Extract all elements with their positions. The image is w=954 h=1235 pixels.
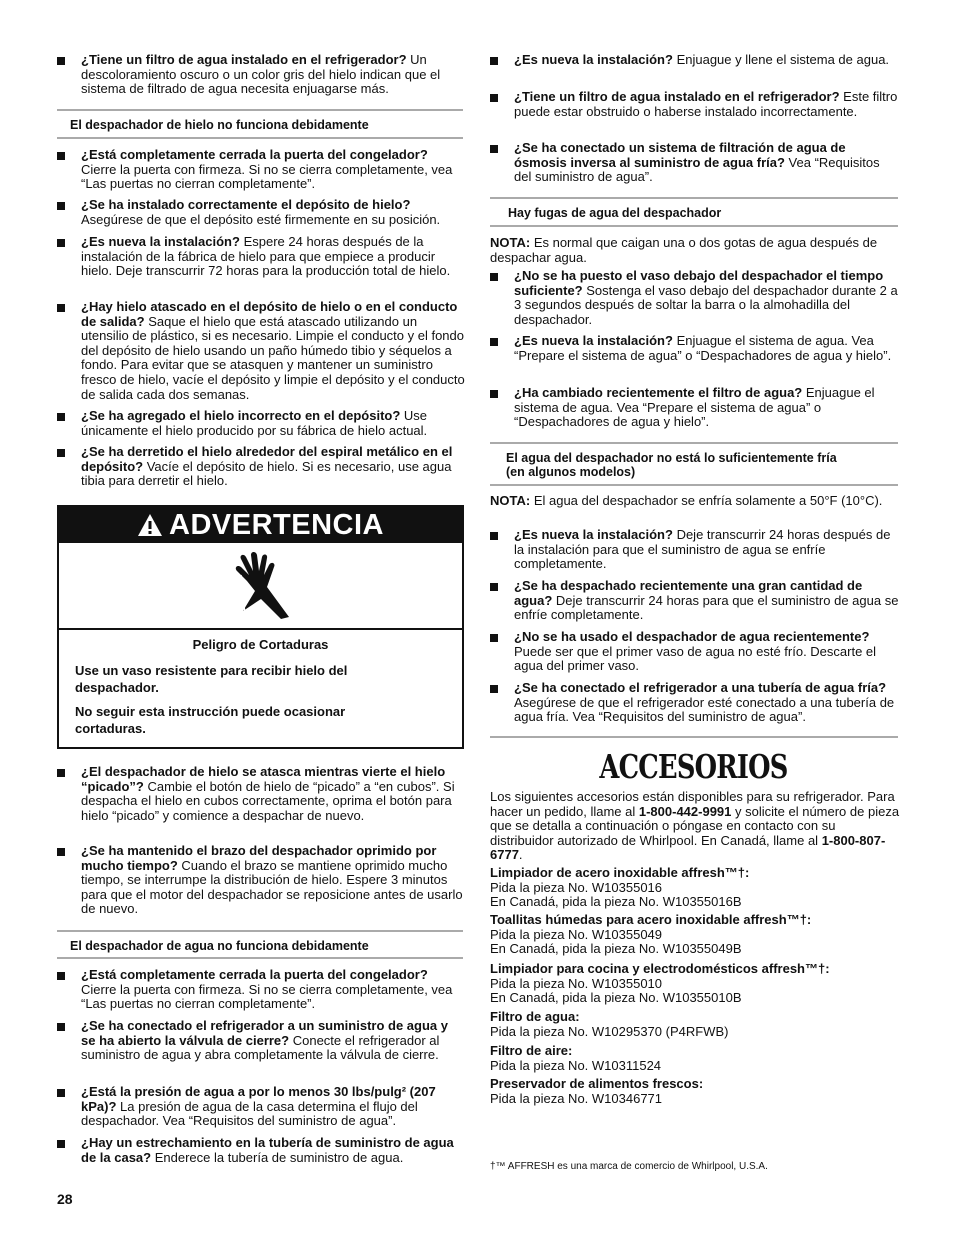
list-item: ¿No se ha puesto el vaso debajo del despachador el tiempo suficiente? Sostenga el vaso debajo del despachador durante 2 a 3 segundos después de soltar la barra o la almohadilla del despachador. [490, 269, 899, 327]
section-title: Hay fugas de agua del despachador [508, 206, 722, 220]
warning-header: ADVERTENCIA [59, 507, 462, 543]
hazard-title: Peligro de Cortaduras [192, 637, 329, 652]
accessories-intro: Los siguientes accesorios están disponibles para su refrigerador. Para hacer un pedido, llame al 1-800-442-9991 y solicite el número de pieza que se detalla a continuación o póngase en contacto con su distribuidor autorizado de Whirlpool. En Canadá, llame al 1-800-807-6777. [490, 789, 900, 863]
divider [490, 197, 898, 199]
list-item: ¿Se ha conectado un sistema de filtración de agua de ósmosis inversa al suministro de agua fría? Vea “Requisitos del suministro de agua”. [490, 141, 899, 185]
warning-text: Use un vaso resistente para recibir hielo del despachador. [75, 663, 348, 695]
divider [57, 930, 463, 932]
accessory-item: Preservador de alimentos frescos: Pida la pieza No. W10346771 [490, 1076, 704, 1106]
list-item: ¿Se ha despachado recientemente una gran cantidad de agua? Deje transcurrir 24 horas para que el suministro de agua se enfríe completamente. [490, 579, 899, 623]
list-item: ¿Ha cambiado recientemente el filtro de agua? Enjuague el sistema de agua. Vea “Prepare el sistema de agua” o “Despachadores de agua y hielo”. [490, 386, 899, 430]
divider [490, 736, 898, 738]
list-item: ¿El despachador de hielo se atasca mientras vierte el hielo “picado”? Cambie el botón de hielo de “picado” a “en cubos”. Si despacha el hielo en cubos correctamente, oprima el botón para hielo “picado” y comience a despachar de nuevo. [57, 765, 466, 823]
list-item: ¿Se ha conectado el refrigerador a un suministro de agua y se ha abierto la válvula de cierre? Conecte el refrigerador al suministro de agua y abra completamente la válvula de cierre. [57, 1019, 466, 1063]
list-item: ¿Tiene un filtro de agua instalado en el refrigerador? Un descoloramiento oscuro o un color gris del hielo indican que el sistema de filtrado de agua necesita enjuagarse más. [57, 53, 466, 97]
divider [490, 442, 898, 444]
note: NOTA: El agua del despachador se enfría solamente a 50°F (10°C). [490, 493, 883, 508]
section-title: El agua del despachador no está lo suficientemente fría (en algunos modelos) [506, 451, 837, 479]
list-item: ¿Es nueva la instalación? Enjuague el sistema de agua. Vea “Prepare el sistema de agua” o “Despachadores de agua y hielo”. [490, 334, 899, 363]
page-number: 28 [57, 1191, 73, 1207]
list-item: ¿Es nueva la instalación? Enjuague y llene el sistema de agua. [490, 53, 899, 68]
divider [490, 484, 898, 486]
list-item: ¿Tiene un filtro de agua instalado en el refrigerador? Este filtro puede estar obstruido o haberse instalado incorrectamente. [490, 90, 899, 119]
list-item: ¿Se ha instalado correctamente el depósito de hielo? Asegúrese de que el depósito esté firmemente en su posición. [57, 198, 466, 227]
list-item: ¿No se ha usado el despachador de agua recientemente? Puede ser que el primer vaso de agua no esté frío. Descarte el agua del primer vaso. [490, 630, 899, 674]
list-item: ¿Está la presión de agua a por lo menos 30 lbs/pulg² (207 kPa)? La presión de agua de la casa determina el flujo del despachador. Vea “Requisitos del suministro de agua”. [57, 1085, 466, 1129]
accessory-item: Toallitas húmedas para acero inoxidable affresh™†: Pida la pieza No. W10355049 En Canadá, pida la pieza No. W10355049B [490, 912, 812, 957]
list-item: ¿Se ha derretido el hielo alrededor del espiral metálico en el depósito? Vacíe el depósito de hielo. Si es necesario, use agua tibia para derretir el hielo. [57, 445, 466, 489]
accessory-item: Limpiador de acero inoxidable affresh™†: Pida la pieza No. W10355016 En Canadá, pida la pieza No. W10355016B [490, 865, 750, 910]
divider [57, 957, 463, 959]
note: NOTA: Es normal que caigan una o dos gotas de agua después de despachar agua. [490, 235, 878, 265]
footnote: †™ AFFRESH es una marca de comercio de Whirlpool, U.S.A. [490, 1161, 768, 1172]
warning-text: No seguir esta instrucción puede ocasionar cortaduras. [75, 704, 346, 736]
warning-triangle-icon [137, 513, 163, 537]
cut-hand-icon [229, 551, 295, 621]
list-item: ¿Es nueva la instalación? Espere 24 horas después de la instalación de la fábrica de hielo para que empiece a producir hielo. Deje transcurrir 72 horas para la producción total de hielo. [57, 235, 466, 279]
section-title: El despachador de agua no funciona debidamente [70, 939, 369, 953]
list-item: ¿Se ha mantenido el brazo del despachador oprimido por mucho tiempo? Cuando el brazo se mantiene oprimido mucho tiempo, se interrumpe la distribución de hielo. Espere 3 minutos para que el motor del despachador se reposicione antes de usarlo de nuevo. [57, 844, 466, 917]
accessories-title: ACCESORIOS [599, 747, 788, 786]
section-title: El despachador de hielo no funciona debidamente [70, 118, 369, 132]
accessory-item: Filtro de aire: Pida la pieza No. W10311524 [490, 1043, 662, 1073]
list-item: ¿Se ha conectado el refrigerador a una tubería de agua fría? Asegúrese de que el refrigerador esté conectado a una tubería de agua fría. Vea “Requisitos del suministro de agua”. [490, 681, 899, 725]
accessory-item: Filtro de agua: Pida la pieza No. W10295370 (P4RFWB) [490, 1009, 729, 1039]
list-item: ¿Hay hielo atascado en el depósito de hielo o en el conducto de salida? Saque el hielo que está atascado utilizando un utensilio de plástico, si es necesario. Limpie el conducto y el fondo del depósito de hielo usando un paño húmedo tibio y séquelos a fondo. Para evitar que se atasquen y mantener un suministro fresco de hielo, vacíe el depósito y limpie el depósito y el conducto de salida cada dos semanas. [57, 300, 466, 402]
list-item: ¿Se ha agregado el hielo incorrecto en el depósito? Use únicamente el hielo producido por su fábrica de hielo actual. [57, 409, 466, 438]
list-item: ¿Está completamente cerrada la puerta del congelador? Cierre la puerta con firmeza. Si no se cierra completamente, vea “Las puertas no cierran completamente”. [57, 148, 466, 192]
accessory-item: Limpiador para cocina y electrodomésticos affresh™†: Pida la pieza No. W10355010 En Canadá, pida la pieza No. W10355010B [490, 961, 830, 1006]
warning-box [57, 505, 464, 749]
divider [57, 109, 463, 111]
list-item: ¿Hay un estrechamiento en la tubería de suministro de agua de la casa? Enderece la tubería de suministro de agua. [57, 1136, 466, 1165]
divider [57, 137, 463, 139]
divider [59, 628, 462, 630]
list-item: ¿Está completamente cerrada la puerta del congelador? Cierre la puerta con firmeza. Si no se cierra completamente, vea “Las puertas no cierran completamente”. [57, 968, 466, 1012]
divider [490, 225, 898, 227]
list-item: ¿Es nueva la instalación? Deje transcurrir 24 horas después de la instalación para que el suministro de agua se enfríe completamente. [490, 528, 899, 572]
